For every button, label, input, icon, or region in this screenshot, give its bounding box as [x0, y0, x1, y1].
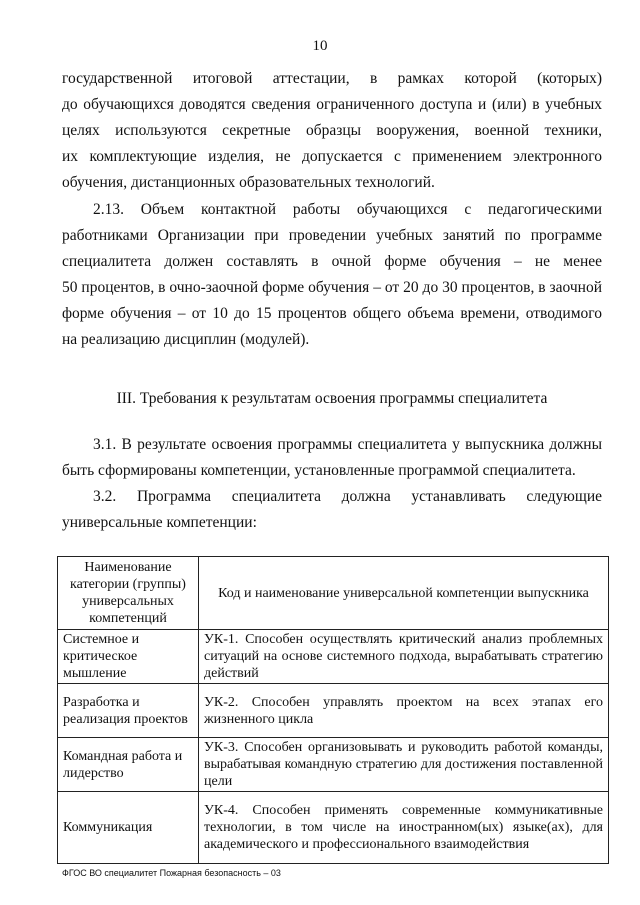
text-line: обучения, дистанционных образовательных технологий. [62, 174, 435, 191]
table-row [58, 792, 609, 864]
text-line: 50 процентов, в очно-заочной форме обучения – от 20 до 30 процентов, в заочной [62, 279, 602, 296]
text-line: специалитета должен составлять в очной форме обучения – не менее [62, 253, 602, 270]
competence-cell: УК-3. Способен организовывать и руководить работой команды, вырабатывая командную стратегию для достижения поставленной цели [199, 738, 609, 792]
text-line: до обучающихся доводятся сведения ограниченного доступа и (или) в учебных [62, 96, 602, 113]
competence-cell: УК-4. Способен применять современные коммуникативные технологии, в том числе на иностранном(ых) языке(ах), для академического и профессионального взаимодействия [199, 792, 609, 864]
category-cell: Разработка и реализация проектов [58, 684, 199, 738]
text-line: 3.2. Программа специалитета должна устанавливать следующие [93, 488, 602, 505]
competence-cell: УК-1. Способен осуществлять критический анализ проблемных ситуаций на основе системного подхода, вырабатывать стратегию действий [199, 630, 609, 684]
text-line: работниками Организации при проведении учебных занятий по программе [62, 227, 602, 244]
competence-cell: УК-2. Способен управлять проектом на всех этапах его жизненного цикла [199, 684, 609, 738]
table-header-row [58, 557, 609, 630]
text-line: универсальные компетенции: [62, 514, 257, 531]
text-line: целях используются секретные образцы вооружения, военной техники, [62, 122, 602, 139]
text-line: быть сформированы компетенции, установленные программой специалитета. [62, 462, 576, 479]
text-line: 2.13. Объем контактной работы обучающихся с педагогическими [93, 201, 602, 218]
text-line: государственной итоговой аттестации, в рамках которой (которых) [62, 70, 602, 87]
table-row [58, 684, 609, 738]
table-row [58, 738, 609, 792]
category-cell: Системное и критическое мышление [58, 630, 199, 684]
text-line: форме обучения – от 10 до 15 процентов общего объема времени, отводимого [62, 305, 602, 322]
competencies-table [57, 556, 609, 864]
page-number: 10 [312, 38, 328, 54]
table-row [58, 630, 609, 684]
page-footer: ФГОС ВО специалитет Пожарная безопасность – 03 [62, 868, 281, 878]
text-line: на реализацию дисциплин (модулей). [62, 331, 310, 348]
header-competence: Код и наименование универсальной компетенции выпускника [199, 557, 609, 630]
category-cell: Коммуникация [58, 792, 199, 864]
text-line: их комплектующие изделия, не допускается с применением электронного [62, 148, 602, 165]
section-heading: III. Требования к результатам освоения программы специалитета [116, 390, 548, 407]
header-category: Наименование категории (группы) универсальных компетенций [58, 557, 199, 630]
category-cell: Командная работа и лидерство [58, 738, 199, 792]
text-line: 3.1. В результате освоения программы специалитета у выпускника должны [93, 436, 602, 453]
